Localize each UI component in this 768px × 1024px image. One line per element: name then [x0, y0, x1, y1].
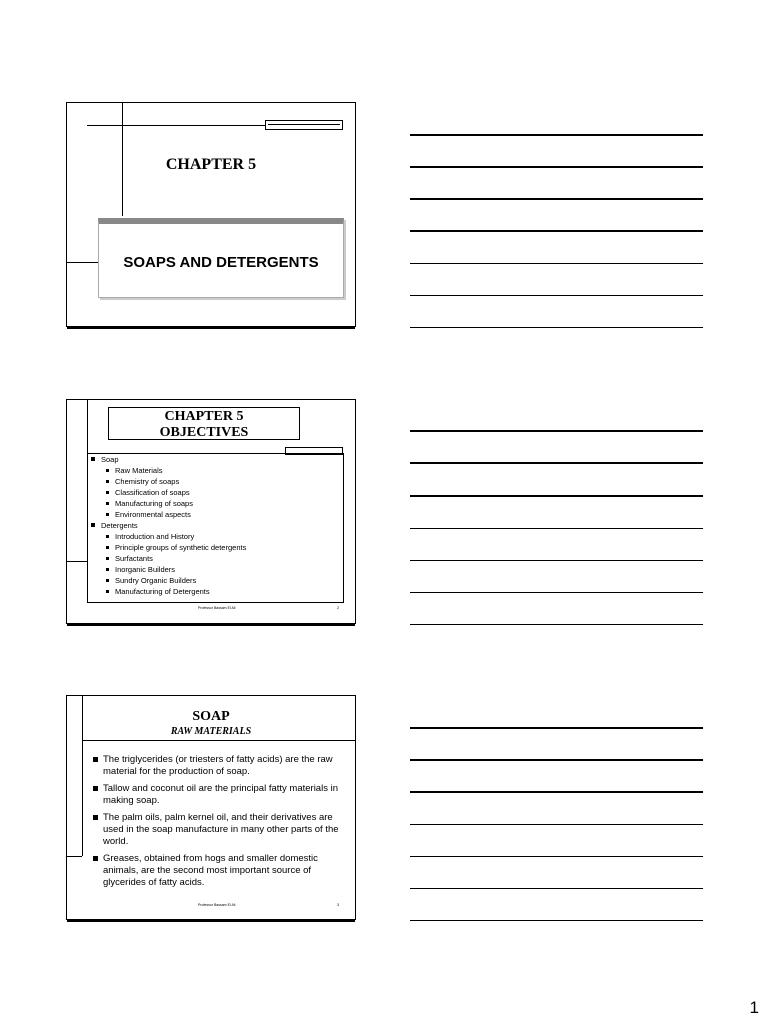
note-line	[410, 791, 703, 793]
slide-subtitle: SOAPS AND DETERGENTS	[123, 254, 319, 271]
list-item: The palm oils, palm kernel oil, and their derivatives are used in the soap manufacture in many other parts of the world.	[92, 812, 340, 848]
list-item-label: Raw Materials	[115, 466, 163, 475]
list-item-label: Surfactants	[115, 554, 153, 563]
note-line	[410, 560, 703, 561]
list-item: Tallow and coconut oil are the principal fatty materials in making soap.	[92, 783, 340, 807]
subtitle-panel	[98, 218, 344, 298]
list-item-label: Sundry Organic Builders	[115, 576, 197, 585]
list-item: The triglycerides (or triesters of fatty acids) are the raw material for the production of soap.	[92, 754, 340, 778]
decor-line	[82, 740, 355, 741]
slide-1	[66, 102, 356, 327]
note-line	[410, 759, 703, 761]
list-item-label: Soap	[101, 455, 119, 464]
note-line	[410, 295, 703, 296]
decor-line	[67, 262, 99, 263]
list-item	[88, 465, 343, 476]
slide-title: CHAPTER 5	[165, 156, 257, 173]
note-line	[410, 824, 703, 825]
note-line	[410, 134, 703, 136]
list-item	[88, 586, 343, 597]
slide-title: SOAP	[192, 709, 230, 724]
list-item-label: Manufacturing of Detergents	[115, 587, 210, 596]
list-item-label: Environmental aspects	[115, 510, 191, 519]
list-item-label: Classification of soaps	[115, 488, 190, 497]
slide-title-line2: OBJECTIVES	[159, 425, 249, 440]
note-line	[410, 888, 703, 889]
list-item	[88, 575, 343, 586]
objectives-list	[88, 454, 343, 597]
list-item-label: Principle groups of synthetic detergents	[115, 543, 247, 552]
note-line	[410, 198, 703, 200]
note-line	[410, 166, 703, 168]
list-item	[88, 454, 343, 465]
list-item-label: Inorganic Builders	[115, 565, 176, 574]
list-item-label: Introduction and History	[115, 532, 195, 541]
note-line	[410, 263, 703, 264]
note-line	[410, 727, 703, 729]
slide-title: CHAPTER 5	[164, 409, 244, 424]
slide-number: 2	[337, 606, 339, 610]
decor-line	[87, 400, 88, 453]
note-line	[410, 327, 703, 328]
list-item	[88, 564, 343, 575]
list-item	[88, 531, 343, 542]
list-item-label: Manufacturing of soaps	[115, 499, 193, 508]
note-line	[410, 624, 703, 625]
list-item-label: Chemistry of soaps	[115, 477, 180, 486]
slide-subtitle: RAW MATERIALS	[170, 726, 252, 737]
list-item	[88, 476, 343, 487]
list-item	[88, 487, 343, 498]
note-line	[410, 430, 703, 432]
decor-line	[67, 856, 82, 857]
note-line	[410, 592, 703, 593]
note-line	[410, 230, 703, 232]
slide-3	[66, 695, 356, 920]
page-number: 1	[749, 998, 759, 1017]
note-line	[410, 528, 703, 529]
list-item	[88, 542, 343, 553]
slide-2	[66, 399, 356, 624]
note-line	[410, 856, 703, 857]
bullet-list	[92, 754, 340, 894]
decor-line	[87, 125, 265, 126]
slide-footer: Professor Bassam El Ali	[198, 606, 236, 610]
list-item-label: Detergents	[101, 521, 138, 530]
list-item: Greases, obtained from hogs and smaller domestic animals, are the second most important source of glycerides of fatty acids.	[92, 853, 340, 889]
note-line	[410, 462, 703, 464]
decor-line	[67, 561, 87, 562]
note-line	[410, 920, 703, 921]
objectives-content	[87, 453, 344, 603]
note-line	[410, 495, 703, 497]
slide-title-box	[108, 407, 300, 440]
slide-number: 3	[337, 903, 339, 907]
list-item	[88, 520, 343, 531]
list-item	[88, 509, 343, 520]
decor-box	[265, 120, 343, 130]
slide-footer: Professor Bassam El Ali	[198, 903, 236, 907]
list-item	[88, 498, 343, 509]
list-item	[88, 553, 343, 564]
